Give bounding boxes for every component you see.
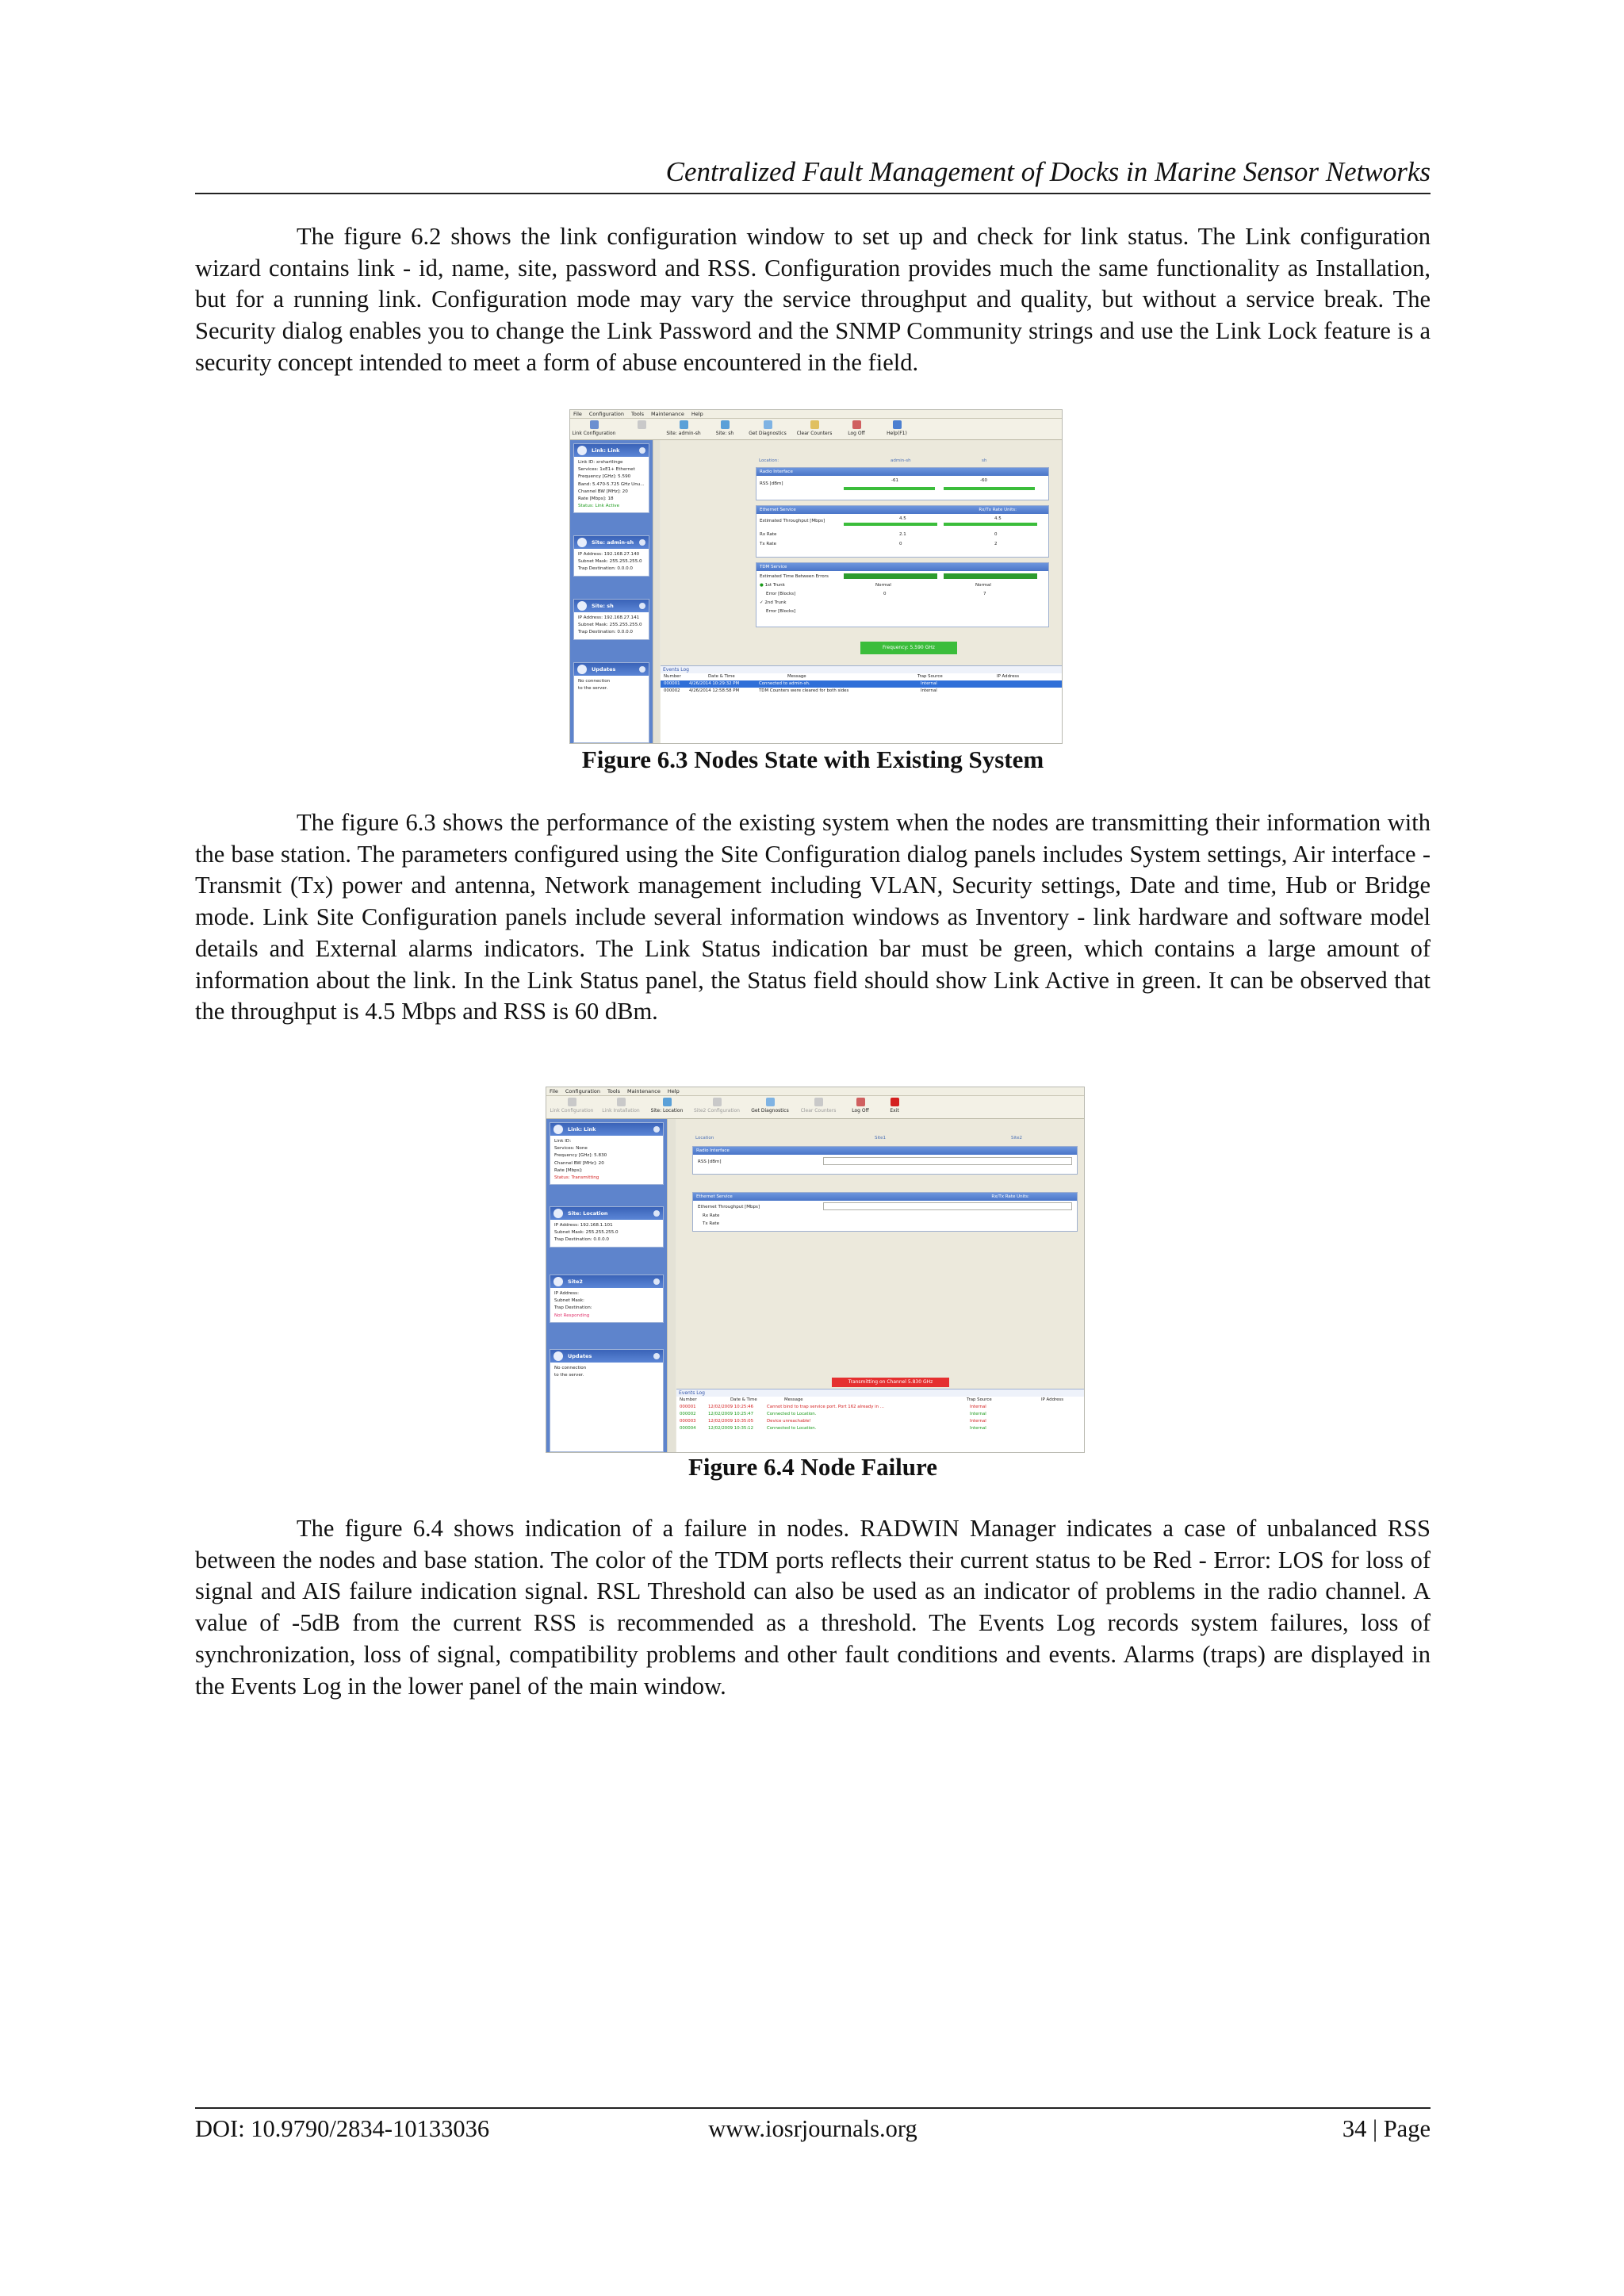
error-blocks-label: Error [Blocks] <box>766 592 796 596</box>
table-row[interactable]: 000002 4/26/2014 12:58:58 PM TDM Counters were cleared for both sides Internal <box>664 688 937 693</box>
estimated-throughput-label: Estimated Throughput [Mbps] <box>760 519 825 523</box>
help-icon <box>893 420 902 429</box>
first-trunk-row: ● 1st Trunk <box>760 583 785 588</box>
updates-icon <box>553 1351 563 1361</box>
paragraph-2: The figure 6.3 shows the performance of the existing system when the nodes are transmitting their information with the base station. The parameters configured using the Site Configuration dialog panels includes System settings, Air interface - Transmit (Tx) power and antenna, Network management including VLAN, Security settings, Date and time, Hub or Bridge mode. Link Site Configuration panels include several information windows as Inventory - link hardware and software model details and External alarms indicators. The Link Status indication bar must be green, which contains a large amount of information about the link. In the Link Status panel, the Status field should show Link Active in green. It can be observed that the throughput is 4.5 Mbps and RSS is 60 dBm. <box>195 809 1431 1025</box>
rss-value-site2: -60 <box>980 478 987 483</box>
rx-rate-site2: 0 <box>994 532 998 537</box>
tx-rate-label: Tx Rate <box>703 1221 719 1226</box>
tdm-port-bar-site2 <box>944 573 1037 579</box>
tdm-port-bar-site1 <box>844 573 937 579</box>
sidebar-scrollbar[interactable] <box>667 1119 676 1452</box>
rss-bar-site1 <box>844 487 935 490</box>
diagnostics-icon <box>764 420 772 429</box>
events-log <box>661 665 1062 743</box>
site-icon <box>553 1277 563 1286</box>
paragraph-1: The figure 6.2 shows the link configuration window to set up and check for link status. The Link configuration wizard contains link - id, name, site, password and RSS. Configuration provides much the same functionality as Installation, but for a running link. Configuration mode may vary the service throughput and quality, but without a service break. The Security dialog enables you to change the Link Password and the SNMP Community strings and use the Link Lock feature is a security concept intended to meet a form of abuse encountered in the field. <box>195 223 1431 376</box>
link-status-bar: Frequency: 5.590 GHz <box>860 642 957 654</box>
second-trunk-row: ✓ 2nd Trunk <box>760 600 787 605</box>
clear-counters-button[interactable]: Clear Counters <box>794 420 835 436</box>
rss-value-field <box>823 1157 1072 1165</box>
radio-interface-section: Radio Interface RSS [dBm] -61 -60 <box>756 467 1049 500</box>
site-location-panel: Site: Location IP Address: 192.168.1.101 Subnet Mask: 255.255.255.0 Trap Destination: 0.0.0.0 <box>550 1206 664 1248</box>
events-log-title: Events Log <box>676 1389 1084 1397</box>
log-off-icon <box>852 420 861 429</box>
get-diagnostics-button[interactable]: Get Diagnostics <box>746 420 789 436</box>
events-log-header: Number Date & Time Message Trap Source IP Address <box>664 674 1020 679</box>
site2-configuration-button[interactable]: Site2 Configuration <box>691 1098 743 1114</box>
events-log-header: Number Date & Time Message Trap Source IP Address <box>680 1397 1064 1402</box>
site-location-button[interactable]: Site: Location <box>646 1098 688 1114</box>
site-icon <box>713 1098 722 1106</box>
menu-help[interactable]: Help <box>691 411 703 417</box>
updates-panel: Updates No connection to the server. <box>550 1349 664 1452</box>
rx-rate-site1: 2.1 <box>899 532 906 537</box>
help-button[interactable]: Help(F1) <box>881 420 913 436</box>
rx-rate-label: Rx Rate <box>703 1213 720 1218</box>
site-admin-sh-button[interactable]: Site: admin-sh <box>664 420 703 436</box>
collapse-chevron-icon[interactable] <box>653 1210 660 1217</box>
figure-6-4-screenshot <box>546 1087 1085 1453</box>
log-off-button[interactable]: Log Off <box>845 420 868 436</box>
events-log <box>676 1389 1084 1452</box>
diagnostics-icon <box>766 1098 775 1106</box>
footer-rule <box>195 2107 1431 2109</box>
exit-icon <box>891 1098 899 1106</box>
trunk1-status-site2: Normal <box>975 583 991 588</box>
link-installation-button[interactable] <box>626 420 657 431</box>
doi-text: DOI: 10.9790/2834-10133036 <box>195 2115 490 2142</box>
sidebar <box>570 440 653 743</box>
collapse-chevron-icon[interactable] <box>639 447 645 454</box>
link-panel: Link: Link Link ID: xrshartlinge Services: 1xE1+ Ethernet Frequency [GHz]: 5.590 Band: 5.470-5.725 GHz Unu... Channel BW [MHz]: 20 Rate [Mbps]: 18 Status: Link Active <box>573 443 649 513</box>
site2-column-label: sh <box>982 458 987 463</box>
tx-rate-site1: 0 <box>899 542 902 546</box>
trunk1-status-site1: Normal <box>875 583 891 588</box>
site1-column-label: admin-sh <box>891 458 911 463</box>
table-row[interactable]: 000001 4/26/2014 10:29:32 PM Connected to admin-sh. Internal <box>661 680 1062 688</box>
menu-maintenance[interactable]: Maintenance <box>627 1088 661 1094</box>
site-sh-button[interactable]: Site: sh <box>710 420 740 436</box>
header-rule <box>195 193 1431 194</box>
journal-url[interactable]: www.iosrjournals.org <box>708 2115 917 2142</box>
updates-panel: Updates No connection to the server. <box>573 662 649 743</box>
tdm-service-section: TDM Service Estimated Time Between Errors ● 1st Trunk Normal Normal Error [Blocks] 0 7 ✓ 2nd Trunk Error [Blocks] <box>756 562 1049 627</box>
ethernet-service-section: Ethernet Service Rx/Tx Rate Units: Ethernet Throughput [Mbps] Rx Rate Tx Rate <box>692 1192 1078 1232</box>
figure-6-3-screenshot <box>569 409 1063 744</box>
site-sh-panel: Site: sh IP Address: 192.168.27.141 Subnet Mask: 255.255.255.0 Trap Destination: 0.0.0.0 <box>573 599 649 640</box>
link-configuration-icon <box>590 420 599 429</box>
link-installation-button[interactable]: Link Installation <box>599 1098 643 1114</box>
error-blocks-label: Error [Blocks] <box>766 609 796 614</box>
sidebar <box>546 1119 667 1452</box>
collapse-chevron-icon[interactable] <box>653 1126 660 1133</box>
table-row[interactable]: 000001 12/02/2009 10:25:46 Cannot bind to trap service port. Port 162 already in ... Internal <box>680 1405 986 1409</box>
throughput-site2: 4.5 <box>994 516 1002 521</box>
site-admin-sh-panel: Site: admin-sh IP Address: 192.168.27.140 Subnet Mask: 255.255.255.0 Trap Destination: 0.0.0.0 <box>573 535 649 577</box>
menu-file[interactable]: File <box>573 411 582 417</box>
main-panel <box>661 440 1062 665</box>
main-panel <box>676 1119 1084 1389</box>
link-installation-icon <box>638 420 646 429</box>
site-icon <box>680 420 688 429</box>
menu-configuration[interactable]: Configuration <box>565 1088 600 1094</box>
link-configuration-button[interactable]: Link Configuration <box>572 420 616 436</box>
menu-help[interactable]: Help <box>667 1088 680 1094</box>
site2-column-label: Site2 <box>1011 1136 1023 1140</box>
link-icon <box>577 446 587 455</box>
figure-6-3-caption: Figure 6.3 Nodes State with Existing System <box>581 746 1044 773</box>
site-icon <box>577 538 587 547</box>
throughput-bar-site2 <box>944 523 1037 526</box>
throughput-bar-site1 <box>844 523 937 526</box>
site-icon <box>721 420 730 429</box>
collapse-chevron-icon[interactable] <box>639 666 645 673</box>
menu-maintenance[interactable]: Maintenance <box>651 411 684 417</box>
menu-bar <box>546 1087 1084 1096</box>
collapse-chevron-icon[interactable] <box>653 1278 660 1285</box>
rx-rate-label: Rx Rate <box>760 532 777 537</box>
running-title: Centralized Fault Management of Docks in Marine Sensor Networks <box>665 156 1431 187</box>
tx-rate-site2: 2 <box>994 542 998 546</box>
rss-label: RSS [dBm] <box>698 1159 722 1164</box>
sidebar-scrollbar[interactable] <box>653 440 660 743</box>
figure-6-4-caption: Figure 6.4 Node Failure <box>688 1453 937 1481</box>
log-off-icon <box>856 1098 865 1106</box>
link-configuration-button[interactable]: Link Configuration <box>548 1098 596 1114</box>
time-between-errors-label: Estimated Time Between Errors <box>760 574 829 579</box>
tx-rate-label: Tx Rate <box>760 542 776 546</box>
table-row[interactable]: 000004 12/02/2009 10:35:12 Connected to Location. Internal <box>680 1426 986 1431</box>
trunk1-errors-site1: 0 <box>883 592 887 596</box>
updates-icon <box>577 665 587 674</box>
menu-configuration[interactable]: Configuration <box>588 411 624 417</box>
link-status-bar: Transmitting on Channel 5.830 GHz <box>832 1378 949 1387</box>
collapse-chevron-icon[interactable] <box>639 603 645 609</box>
site-icon <box>553 1209 563 1218</box>
page-footer <box>195 2111 1431 2146</box>
site2-panel: Site2 IP Address: Subnet Mask: Trap Destination: Not Responding <box>550 1274 664 1323</box>
clear-counters-icon <box>810 420 819 429</box>
ethernet-throughput-label: Ethernet Throughput [Mbps] <box>698 1205 760 1209</box>
log-off-button[interactable]: Log Off <box>846 1098 875 1114</box>
toolbar <box>546 1096 1084 1119</box>
link-icon <box>553 1125 563 1134</box>
site-icon <box>577 601 587 611</box>
location-label: Location <box>695 1136 714 1140</box>
rss-bar-site2 <box>944 487 1035 490</box>
toolbar <box>570 419 1062 440</box>
link-configuration-icon <box>568 1098 576 1106</box>
collapse-chevron-icon[interactable] <box>639 539 645 546</box>
trunk1-errors-site2: 7 <box>983 592 986 596</box>
ethernet-service-section: Ethernet Service Rx/Tx Rate Units: Estimated Throughput [Mbps] 4.5 4.5 Rx Rate 2.1 0 Tx Rate 0 2 <box>756 505 1049 558</box>
location-label: Location: <box>759 458 779 463</box>
throughput-site1: 4.5 <box>899 516 906 521</box>
rss-label: RSS [dBm] <box>760 481 783 486</box>
collapse-chevron-icon[interactable] <box>653 1353 660 1359</box>
rss-value-site1: -61 <box>891 478 898 483</box>
exit-button[interactable]: Exit <box>883 1098 906 1114</box>
clear-counters-icon <box>814 1098 823 1106</box>
menu-file[interactable]: File <box>550 1088 558 1094</box>
menu-tools[interactable]: Tools <box>607 1088 620 1094</box>
site-icon <box>663 1098 672 1106</box>
site1-column-label: Site1 <box>875 1136 887 1140</box>
table-row[interactable]: 000002 12/02/2009 10:25:47 Connected to Location. Internal <box>680 1412 986 1416</box>
paragraph-3: The figure 6.4 shows indication of a failure in nodes. RADWIN Manager indicates a case of unbalanced RSS between the nodes and base station. The color of the TDM ports reflects their current status to be Red - Error: LOS for loss of signal and AIS failure indication signal. RSL Threshold can also be used as an indicator of problems in the radio channel. A value of -5dB from the current RSS is recommended as a threshold. The Events Log records system failures, loss of synchronization, loss of signal, compatibility problems and other fault conditions and events. Alarms (traps) are displayed in the Events Log in the lower panel of the main window. <box>195 1515 1431 1700</box>
radio-interface-section: Radio Interface RSS [dBm] <box>692 1146 1078 1175</box>
throughput-field <box>823 1202 1072 1210</box>
link-panel: Link: Link Link ID: Services: None Frequency [GHz]: 5.830 Channel BW [MHz]: 20 Rate [Mbps]: Status: Transmitting <box>550 1122 664 1185</box>
clear-counters-button[interactable]: Clear Counters <box>797 1098 840 1114</box>
menu-tools[interactable]: Tools <box>630 411 644 417</box>
table-row[interactable]: 000003 12/02/2009 10:35:05 Device unreachable! Internal <box>680 1419 986 1424</box>
link-installation-icon <box>617 1098 626 1106</box>
events-log-title: Events Log <box>661 666 1062 673</box>
menu-bar <box>570 410 1062 419</box>
get-diagnostics-button[interactable]: Get Diagnostics <box>748 1098 792 1114</box>
page-number: 34 | Page <box>1342 2115 1431 2142</box>
